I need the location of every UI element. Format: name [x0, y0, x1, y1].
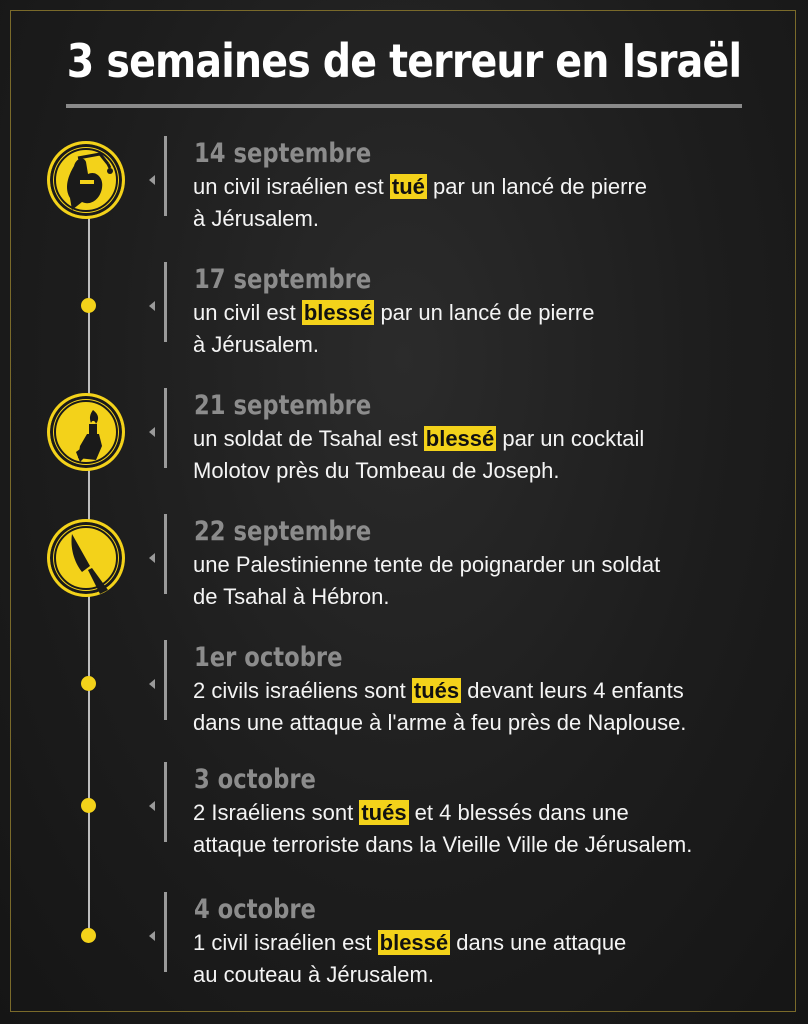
- timeline-dot: [81, 676, 96, 691]
- entry-text-line2: au couteau à Jérusalem.: [193, 962, 434, 987]
- entry-bar: [164, 514, 167, 594]
- entry-arrow-icon: [149, 175, 155, 185]
- entry-bar: [164, 640, 167, 720]
- entry-text: [193, 927, 773, 991]
- entry-text-before: un civil est: [193, 300, 302, 325]
- timeline-entry: [0, 758, 808, 878]
- entry-text-after: et 4 blessés dans une: [408, 800, 629, 825]
- knife-icon: [47, 519, 125, 597]
- entry-arrow-icon: [149, 553, 155, 563]
- entry-text-before: un civil israélien est: [193, 174, 390, 199]
- timeline-entry: [0, 132, 808, 252]
- entry-arrow-icon: [149, 931, 155, 941]
- timeline-dot: [81, 798, 96, 813]
- entry-arrow-icon: [149, 427, 155, 437]
- entry-text: [193, 675, 773, 739]
- entry-text-after: par un cocktail: [496, 426, 645, 451]
- entry-highlight: tués: [413, 678, 460, 703]
- entry-text-after: par un lancé de pierre: [374, 300, 595, 325]
- entry-text-before: un soldat de Tsahal est: [193, 426, 424, 451]
- entry-bar: [164, 762, 167, 842]
- entry-bar: [164, 136, 167, 216]
- entry-text: [193, 297, 773, 361]
- stone-thrower-icon: [47, 141, 125, 219]
- page-title: 3 semaines de terreur en Israël: [66, 34, 742, 88]
- entry-highlight: tués: [361, 800, 407, 825]
- timeline-dot: [81, 298, 96, 313]
- entry-highlight: blessé: [425, 426, 495, 451]
- entry-date: 1er octobre: [194, 642, 343, 673]
- entry-date: 3 octobre: [194, 764, 316, 795]
- entry-text-after: devant leurs 4 enfants: [461, 678, 684, 703]
- title-divider: [66, 104, 742, 108]
- entry-date: 21 septembre: [194, 390, 372, 421]
- entry-bar: [164, 388, 167, 468]
- entry-text: [193, 171, 773, 235]
- entry-text-after: dans une attaque: [450, 930, 627, 955]
- timeline-entry: [0, 888, 808, 1008]
- entry-text-line2: à Jérusalem.: [193, 332, 319, 357]
- entry-text: [193, 423, 773, 487]
- entry-text-line2: Molotov près du Tombeau de Joseph.: [193, 458, 560, 483]
- entry-text-before: 2 Israéliens sont: [193, 800, 360, 825]
- entry-bar: [164, 262, 167, 342]
- timeline-entry: [0, 510, 808, 630]
- entry-highlight: blessé: [303, 300, 373, 325]
- entry-highlight: blessé: [379, 930, 449, 955]
- entry-bar: [164, 892, 167, 972]
- entry-text-line2: attaque terroriste dans la Vieille Ville de Jérusalem.: [193, 832, 693, 857]
- entry-date: 14 septembre: [194, 138, 372, 169]
- entry-date: 22 septembre: [194, 516, 372, 547]
- entry-date: 4 octobre: [194, 894, 316, 925]
- entry-highlight: tué: [391, 174, 425, 199]
- entry-text-after: par un lancé de pierre: [426, 174, 648, 199]
- entry-arrow-icon: [149, 301, 155, 311]
- entry-text-line2: dans une attaque à l'arme à feu près de Naplouse.: [193, 710, 687, 735]
- entry-text-before: une Palestinienne tente de poignarder un soldat: [193, 552, 661, 577]
- timeline-entry: [0, 384, 808, 504]
- entry-arrow-icon: [149, 801, 155, 811]
- timeline-dot: [81, 928, 96, 943]
- timeline-entry: [0, 636, 808, 756]
- molotov-icon: [47, 393, 125, 471]
- entry-text-before: 1 civil israélien est: [193, 930, 378, 955]
- entry-text-line2: à Jérusalem.: [193, 206, 319, 231]
- entry-text: [193, 797, 773, 861]
- timeline-entry: [0, 258, 808, 378]
- entry-arrow-icon: [149, 679, 155, 689]
- entry-text: [193, 549, 773, 613]
- entry-text-before: 2 civils israéliens sont: [193, 678, 412, 703]
- entry-text-line2: de Tsahal à Hébron.: [193, 584, 390, 609]
- entry-date: 17 septembre: [194, 264, 372, 295]
